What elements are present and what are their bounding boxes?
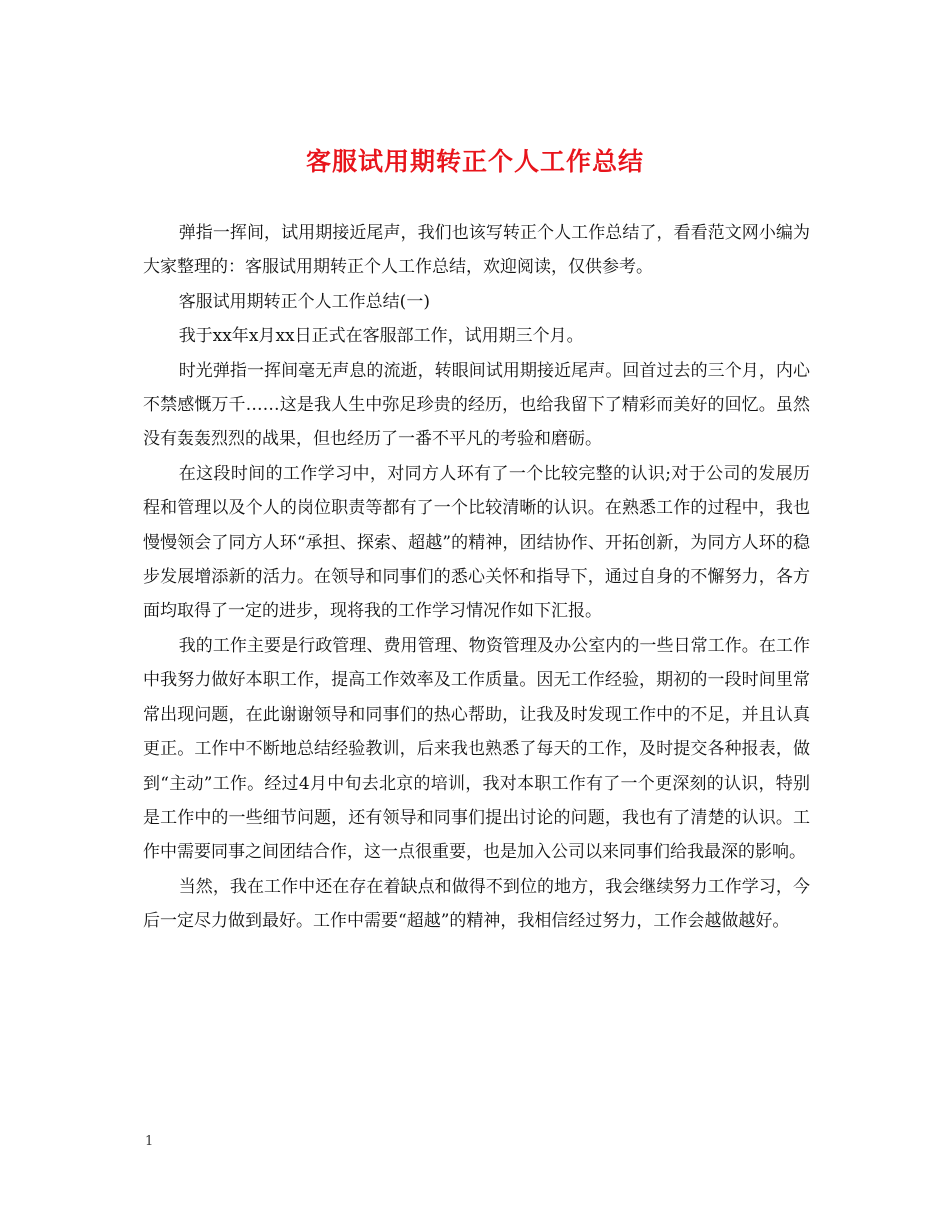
paragraph-work-duties: 我的工作主要是行政管理、费用管理、物资管理及办公室内的一些日常工作。在工作中我努力做好本职工作，提高工作效率及工作质量。因无工作经验，期初的一段时间里常常出现问题，在此谢谢领导和同事们的热心帮助，让我及时发现工作中的不足，并且认真更正。工作中不断地总结经验教训，后来我也熟悉了每天的工作，及时提交各种报表，做到“主动”工作。经过4月中旬去北京的培训，我对本职工作有了一个更深刻的认识，特别是工作中的一些细节问题，还有领导和同事们提出讨论的问题，我也有了清楚的认识。工作中需要同事之间团结合作，这一点很重要，也是加入公司以来同事们给我最深的影响。 (143, 635, 810, 863)
paragraph-intro: 弹指一挥间，试用期接近尾声，我们也该写转正个人工作总结了，看看范文网小编为大家整理的：客服试用期转正个人工作总结，欢迎阅读，仅供参考。 (143, 223, 810, 278)
document-title: 客服试用期转正个人工作总结 (305, 147, 644, 176)
paragraph-conclusion: 当然，我在工作中还在存在着缺点和做得不到位的地方，我会继续努力工作学习，今后一定尽力做到最好。工作中需要“超越”的精神，我相信经过努力，工作会越做越好。 (143, 876, 810, 932)
paragraph-section-heading: 客服试用期转正个人工作总结(一) (178, 291, 430, 312)
page-number: 1 (145, 1134, 154, 1149)
document-body (143, 216, 810, 939)
paragraph-reflection: 时光弹指一挥间毫无声息的流逝，转眼间试用期接近尾声。回首过去的三个月，内心不禁感慨万千……这是我人生中弥足珍贵的经历，也给我留下了精彩而美好的回忆。虽然没有轰轰烈烈的战果，但也经历了一番不平凡的考验和磨砺。 (143, 360, 810, 450)
paragraph-start-date: 我于xx年x月xx日正式在客服部工作，试用期三个月。 (178, 326, 584, 347)
paragraph-learning: 在这段时间的工作学习中，对同方人环有了一个比较完整的认识;对于公司的发展历程和管理以及个人的岗位职责等都有了一个比较清晰的认识。在熟悉工作的过程中，我也慢慢领会了同方人环“承担、探索、超越”的精神，团结协作、开拓创新，为同方人环的稳步发展增添新的活力。在领导和同事们的悉心关怀和指导下，通过自身的不懈努力，各方面均取得了一定的进步，现将我的工作学习情况作如下汇报。 (143, 463, 810, 622)
